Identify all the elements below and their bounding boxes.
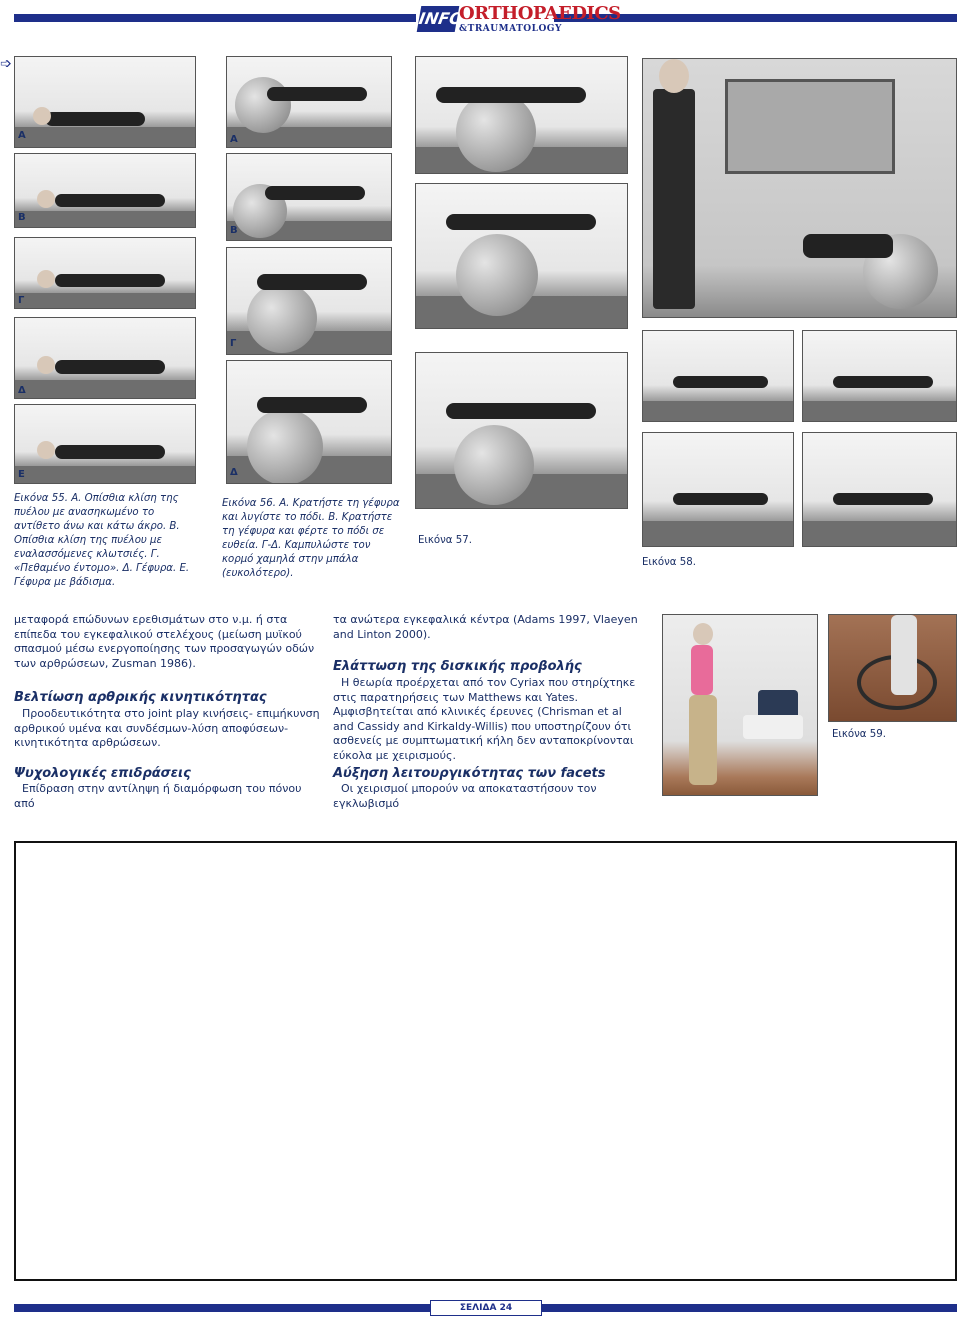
advertisement-box bbox=[14, 841, 957, 1281]
fig59-caption: Εικόνα 59. bbox=[832, 729, 886, 740]
fig56-label-b: B bbox=[230, 225, 238, 236]
fig55-label-e: E bbox=[18, 469, 25, 480]
footer-bar-right bbox=[542, 1304, 957, 1312]
fig58-caption: Εικόνα 58. bbox=[642, 557, 696, 568]
col1-paragraph-2: Προοδευτικότητα στο joint play κινήσεις- επιμήκυνση αρθρικού υμένα και συνδέσμων-λύση αποφύσεων-κινητικότητα αρθρώσεων. bbox=[14, 707, 320, 749]
footer-bar-left bbox=[14, 1304, 430, 1312]
col1-heading-2: Ψυχολογικές επιδράσεις bbox=[14, 766, 191, 781]
col1-heading-1: Βελτίωση αρθρικής κινητικότητας bbox=[14, 690, 267, 705]
fig56-label-d: Δ bbox=[230, 467, 238, 478]
fig56-photo-b bbox=[226, 153, 392, 241]
fig56-label-c: Γ bbox=[230, 338, 237, 349]
pointing-hand-arrow-icon: ➩ bbox=[0, 56, 12, 72]
journal-logo bbox=[417, 3, 621, 34]
fig56-caption: Εικόνα 56. Α. Κρατήστε τη γέφυρα και λυγίστε το πόδι. Β. Κρατήστε τη γέφυρα και φέρτε το πόδι σε ευθεία. Γ-Δ. Καμπυλώστε τον κορμό χαμηλά στην μπάλα (ευκολότερο). bbox=[222, 498, 400, 579]
fig56-label-a: A bbox=[230, 134, 238, 145]
fig55-label-c: Γ bbox=[18, 295, 25, 306]
fig57-photo-1 bbox=[415, 56, 628, 174]
fig55-photo-d bbox=[14, 317, 196, 399]
col2-paragraph-2: Η θεωρία προέρχεται από τον Cyriax που στηρίχτηκε στις παρατηρήσεις των Matthews και Yates. Αμφισβητείται από κλινικές έρευνες (Chrisman et al and Cassidy and Kirkaldy-Willis) που υποστηρίζουν ότι ασθενείς με συμπτωματική κήλη δεν ανταποκρίνονται εύκολα με χειρισμούς. bbox=[333, 676, 636, 762]
fig56-photo-c bbox=[226, 247, 392, 355]
fig55-label-b: B bbox=[18, 212, 26, 223]
fig55-photo-c bbox=[14, 237, 196, 309]
fig59-photo-1 bbox=[662, 614, 818, 796]
header-bar-left bbox=[14, 14, 416, 22]
fig59-photo-2 bbox=[828, 614, 957, 722]
fig55-label-a: A bbox=[18, 130, 26, 141]
page-number: ΣΕΛΙΔΑ 24 bbox=[430, 1300, 542, 1316]
fig55-photo-e bbox=[14, 404, 196, 484]
col2-paragraph-3: Οι χειρισμοί μπορούν να αποκαταστήσουν τον εγκλωβισμό bbox=[333, 782, 597, 810]
fig56-photo-a bbox=[226, 56, 392, 148]
col2-heading-1: Ελάττωση της δισκικής προβολής bbox=[333, 659, 582, 674]
col1-paragraph-3: Επίδραση στην αντίληψη ή διαμόρφωση του πόνου από bbox=[14, 782, 302, 810]
fig55-caption: Εικόνα 55. Α. Οπίσθια κλίση της πυέλου με ανασηκωμένο το αντίθετο άνω και κάτω άκρο. Β. Οπίσθια κλίση της πυέλου με εναλασσόμενες κλωτσιές. Γ. «Πεθαμένο έντομο». Δ. Γέφυρα. Ε. Γέφυρα με βάδισμα. bbox=[14, 493, 190, 588]
fig57-caption: Εικόνα 57. bbox=[418, 535, 472, 546]
logo-orthopaedics: ORTHOPAEDICS bbox=[459, 3, 621, 24]
fig55-photo-a bbox=[14, 56, 196, 148]
logo-traumatology: &TRAUMATOLOGY bbox=[459, 24, 562, 34]
fig57-photo-3 bbox=[415, 352, 628, 509]
fig55-label-d: Δ bbox=[18, 385, 26, 396]
fig58-photo-1 bbox=[642, 330, 794, 422]
col2-heading-2: Αύξηση λειτουργικότητας των facets bbox=[333, 766, 606, 781]
fig56-photo-d bbox=[226, 360, 392, 484]
fig55-photo-b bbox=[14, 153, 196, 228]
fig58-photo-2 bbox=[802, 330, 957, 422]
fig58-photo-4 bbox=[802, 432, 957, 547]
fig57-photo-2 bbox=[415, 183, 628, 329]
fig58-photo-3 bbox=[642, 432, 794, 547]
col2-paragraph-1: τα ανώτερα εγκεφαλικά κέντρα (Adams 1997, Vlaeyen and Linton 2000). bbox=[333, 613, 638, 641]
fig58-main-photo bbox=[642, 58, 957, 318]
col1-paragraph-1: μεταφορά επώδυνων ερεθισμάτων στο ν.μ. ή στα επίπεδα του εγκεφαλικού στελέχους (μείωση μυϊκού σπασμού μέσω ενεργοποίησης των προσαγωγών οδών των αρθρώσεων, Zusman 1986). bbox=[14, 613, 315, 670]
logo-info: INFO bbox=[417, 6, 460, 32]
